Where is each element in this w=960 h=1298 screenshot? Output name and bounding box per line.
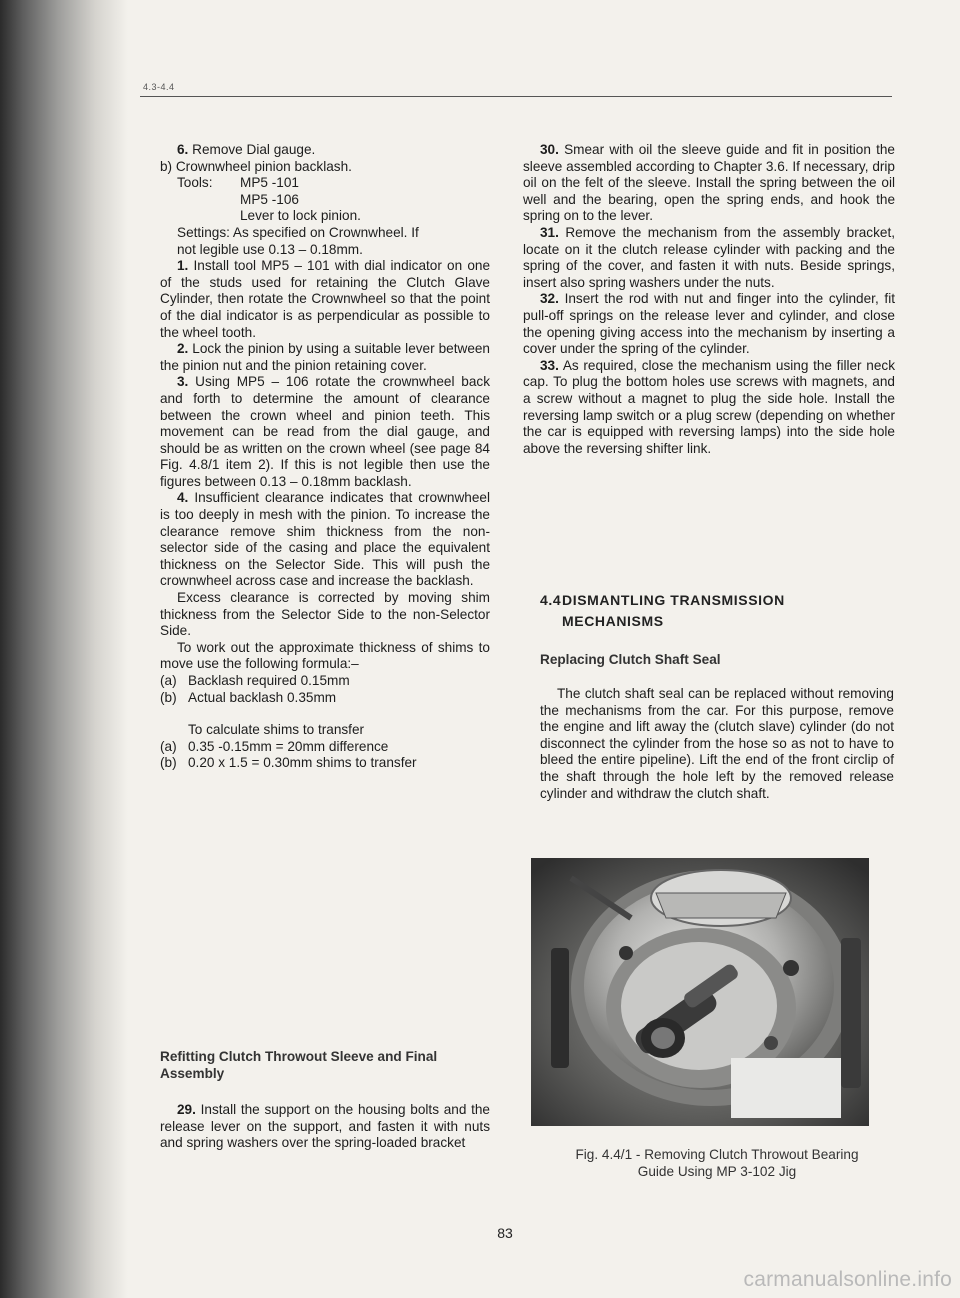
settings-line-1: Settings: As specified on Crownwheel. If xyxy=(177,224,419,240)
step-29: 29. Install the support on the housing bolts and the release lever on the support, and fasten it with nuts and spring washers over the spring-loaded bracket xyxy=(160,1102,490,1151)
formula-row: (a) Backlash required 0.15mm xyxy=(160,673,350,688)
step-33: 33. As required, close the mechanism using the filler neck cap. To plug the bottom holes use screws with magnets, and a screw without a magnet to plug the side hole. Install the reversing lamp switch or a plug screw (depending on whether the car is equipped with reversing lamps) into the side hole above the reversing shifter link. xyxy=(523,357,895,456)
step-3: 3. Using MP5 – 106 rotate the crownwheel back and forth to determine the amount of clearance between the crown wheel and pinion teeth. This movement can be read from the dial gauge, and should be as written on the crown wheel (see page 84 Fig. 4.8/1 item 2). If this is not legible then use the figures between 0.13 – 0.18mm backlash. xyxy=(160,374,490,489)
watermark: carmanualsonline.info xyxy=(743,1268,952,1291)
calc-title: To calculate shims to transfer xyxy=(188,722,365,738)
step-31: 31. Remove the mechanism from the assembly bracket, locate on it the clutch release cylinder with packing and the spring of the cover, and fasten it with nuts. Beside springs, insert also spring washers under the nuts. xyxy=(523,224,895,290)
section-title-line-1: DISMANTLING TRANSMISSION xyxy=(562,592,785,608)
step-6: 6. Remove Dial gauge. xyxy=(177,142,316,157)
excess-clearance-text: Excess clearance is corrected by moving shim thickness from the Selector Side to the non-Selector Side. xyxy=(160,590,490,639)
step-32: 32. Insert the rod with nut and finger into the cylinder, fit pull-off springs on the release lever and cylinder, and close the opening giving access into the mechanism by inserting a cover under the spring of the cylinder. xyxy=(523,291,895,357)
seal-paragraph: The clutch shaft seal can be replaced without removing the mechanisms from the car. For this purpose, remove the engine and lift away the (clutch slave) cylinder (do not disconnect the cylinder from the hose so as not to have to bleed the entire pipeline). Lift the end of the front circlip of the shaft through the hole left by the removed release cylinder and withdraw the clutch shaft. xyxy=(540,686,894,801)
header-rule xyxy=(140,96,892,97)
tool-item: Lever to lock pinion. xyxy=(240,208,361,224)
left-column xyxy=(160,142,490,772)
section-number: 4.4 xyxy=(540,592,562,608)
sub-heading: Replacing Clutch Shaft Seal xyxy=(540,652,721,667)
caption-line-2: Guide Using MP 3-102 Jig xyxy=(637,1164,797,1179)
step-4: 4. Insufficient clearance indicates that crownwheel is too deeply in mesh with the pinion. To increase the clearance remove shim thickness from the non-selector side of the casing and place the equivalent thickness on the Selector Side. This will push the crownwheel across case and increase the backlash. xyxy=(160,490,490,589)
figure-caption xyxy=(540,1146,894,1180)
section-title-line-2: MECHANISMS xyxy=(562,613,664,629)
section-label: 4.3-4.4 xyxy=(143,82,175,92)
formula-row: (b) Actual backlash 0.35mm xyxy=(160,689,337,705)
tool-item: MP5 -101 xyxy=(240,175,299,191)
formula-row: (a) 0.35 -0.15mm = 20mm difference xyxy=(160,738,389,754)
section-b-title: b) Crownwheel pinion backlash. xyxy=(160,158,352,174)
formula-row: (b) 0.20 x 1.5 = 0.30mm shims to transfer xyxy=(160,755,417,771)
clutch-housing-photo xyxy=(531,858,869,1126)
step-1: 1. Install tool MP5 – 101 with dial indicator on one of the studs used for retaining the Clutch Glave Cylinder, then rotate the Crownwheel so that the point of the dial indicator is as perpendicular as possible to the wheel tooth. xyxy=(160,258,490,340)
figure-photo xyxy=(531,858,869,1126)
tools-block xyxy=(160,175,490,225)
step-2: 2. Lock the pinion by using a suitable lever between the pinion nut and the pinion retaining cover. xyxy=(160,341,490,373)
step-29-block xyxy=(160,1102,490,1152)
right-column xyxy=(523,142,895,457)
refitting-heading: Refitting Clutch Throwout Sleeve and Final Assembly xyxy=(160,1049,438,1081)
tool-item: MP5 -106 xyxy=(240,191,299,207)
settings-line-2: not legible use 0.13 – 0.18mm. xyxy=(177,241,363,257)
section-heading xyxy=(540,590,880,632)
tools-list xyxy=(240,175,490,225)
page-binding-shadow xyxy=(0,0,128,1298)
step-30: 30. Smear with oil the sleeve guide and fit in position the sleeve assembled according to Chapter 3.6. If necessary, drip oil on the felt of the sleeve. Install the spring between the oil well and the bearing, open the spring ends, and hook the spring on to the lever. xyxy=(523,142,895,224)
page-number: 83 xyxy=(497,1225,513,1241)
seal-paragraph-block xyxy=(540,686,894,802)
workout-text: To work out the approximate thickness of shims to move use the following formula:– xyxy=(160,639,490,672)
caption-line-1: Fig. 4.4/1 - Removing Clutch Throwout Bearing xyxy=(575,1147,859,1162)
tools-label: Tools: xyxy=(177,175,213,191)
